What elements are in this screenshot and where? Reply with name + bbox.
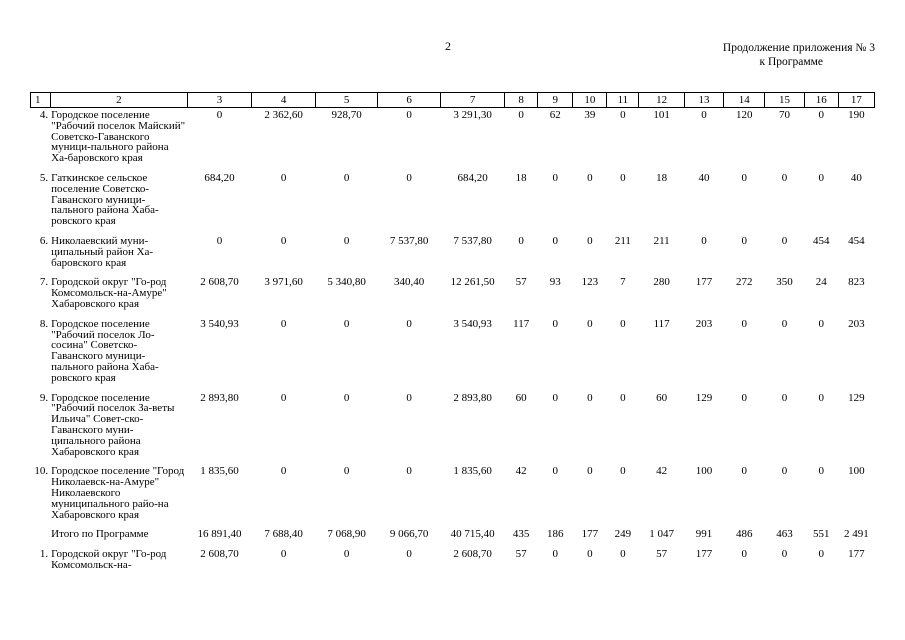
table-row [31,317,875,391]
value-cell: 0 [741,548,747,561]
row-index [31,527,51,547]
header-cell: 6 [378,93,441,108]
value-cell: 57 [515,276,527,289]
value-cell: 0 [280,171,287,184]
value-cell: 129 [848,391,865,404]
value-cell: 0 [620,109,626,121]
value-cell: 0 [518,109,524,121]
value-cell: 0 [587,317,593,330]
value-cell: 0 [343,465,350,478]
row-name: Гаткинское сельское поселение Советско-Гаванского муници-пального района Хаба-ровского края [51,171,159,228]
value-cell: 211 [653,234,670,247]
value-cell: 0 [343,317,350,330]
row-name: Городское поселение "Рабочий поселок За-веты Ильича" Совет-ско-Гаванского муни-ципального района Хабаровского края [51,391,175,458]
value-cell: 2 608,70 [200,276,239,289]
table-row [31,464,875,527]
value-cell: 0 [518,234,524,247]
value-cell: 0 [818,465,824,478]
value-cell: 463 [776,528,793,541]
row-index: 9. [39,391,49,404]
program-table [30,92,875,578]
value-cell: 9 066,70 [389,528,429,541]
value-cell: 1 047 [649,528,674,541]
value-cell: 0 [216,109,223,121]
value-cell: 177 [695,276,713,289]
row-index: 6. [39,234,49,247]
header-cell: 9 [538,93,573,108]
value-cell: 823 [848,276,865,289]
value-cell: 454 [812,234,830,247]
value-cell: 101 [653,109,670,121]
value-cell: 177 [695,548,713,561]
value-cell: 40 715,40 [450,528,495,541]
value-cell: 129 [695,391,713,404]
value-cell: 40 [850,171,862,184]
row-index: 4. [39,109,49,121]
value-cell: 100 [848,465,865,478]
row-name: Итого по Программе [51,528,149,541]
value-cell: 5 340,80 [327,276,366,289]
header-cell: 1 [31,93,51,108]
value-cell: 0 [406,109,412,121]
table-row [31,275,875,316]
value-cell: 0 [620,317,626,330]
value-cell: 0 [781,317,788,330]
value-cell: 280 [653,276,670,289]
value-cell: 0 [406,548,412,561]
value-cell: 123 [581,276,599,289]
header-cell: 5 [316,93,378,108]
value-cell: 24 [815,276,827,289]
value-cell: 0 [406,317,412,330]
row-index: 1. [39,548,49,561]
value-cell: 0 [552,465,558,478]
value-cell: 40 [698,171,710,184]
row-index: 5. [39,171,49,184]
value-cell: 1 835,60 [453,465,492,478]
header-cell: 12 [639,93,684,108]
value-cell: 2 893,80 [453,391,492,404]
value-cell: 0 [587,465,593,478]
value-cell: 551 [812,528,830,541]
value-cell: 340,40 [393,276,425,289]
value-cell: 0 [741,391,747,404]
caption-line-2: к Программе [759,56,823,68]
value-cell: 0 [587,391,593,404]
table-row [31,391,875,465]
value-cell: 100 [695,465,713,478]
value-cell: 190 [848,109,865,121]
value-cell: 177 [581,528,599,541]
value-cell: 7 537,80 [389,234,429,247]
value-cell: 18 [656,171,668,184]
value-cell: 0 [741,234,747,247]
row-name: Городское поселение "Город Николаевск-на-Амуре" Николаевского муниципального райо-на Хабаровского края [51,465,185,521]
value-cell: 1 835,60 [200,465,239,478]
appendix-caption [655,41,875,69]
value-cell: 42 [656,465,668,478]
value-cell: 0 [280,317,287,330]
value-cell: 435 [512,528,530,541]
value-cell: 0 [216,234,223,247]
value-cell: 0 [552,234,558,247]
header-cell: 13 [684,93,723,108]
value-cell: 0 [587,548,593,561]
header-cell: 16 [804,93,838,108]
value-cell: 0 [781,548,788,561]
value-cell: 7 [620,276,626,289]
value-cell: 0 [587,234,593,247]
value-cell: 57 [656,548,668,561]
value-cell: 0 [343,234,350,247]
value-cell: 0 [620,171,626,184]
value-cell: 0 [620,548,626,561]
header-cell: 14 [724,93,765,108]
value-cell: 7 537,80 [453,234,492,247]
header-cell: 10 [573,93,607,108]
value-cell: 2 608,70 [200,548,239,561]
value-cell: 70 [779,109,791,121]
value-cell: 186 [546,528,564,541]
value-cell: 272 [736,276,753,289]
value-cell: 0 [701,234,707,247]
page-number: 2 [445,39,451,53]
value-cell: 0 [406,465,412,478]
value-cell: 3 540,93 [200,317,239,330]
value-cell: 60 [656,391,668,404]
value-cell: 0 [741,465,747,478]
table-row [31,234,875,275]
caption-line-1: Продолжение приложения № 3 [722,42,875,54]
header-cell: 11 [607,93,639,108]
value-cell: 7 688,40 [264,528,303,541]
value-cell: 0 [406,171,412,184]
value-cell: 928,70 [331,109,362,121]
row-name: Николаевский муни-ципальный район Ха-баровского края [51,234,154,269]
header-cell: 8 [505,93,538,108]
header-cell: 3 [188,93,252,108]
value-cell: 16 891,40 [197,528,242,541]
header-cell: 2 [50,93,187,108]
value-cell: 7 068,90 [327,528,366,541]
value-cell: 0 [818,109,824,121]
value-cell: 117 [513,317,530,330]
value-cell: 0 [818,391,824,404]
value-cell: 2 491 [843,528,869,541]
value-cell: 0 [343,391,350,404]
table-row [31,547,875,578]
row-index: 8. [39,317,49,330]
value-cell: 42 [515,465,527,478]
value-cell: 62 [549,109,561,121]
table-header-row [31,93,875,108]
value-cell: 0 [741,171,747,184]
value-cell: 117 [653,317,670,330]
table-row [31,171,875,234]
value-cell: 684,20 [457,171,488,184]
value-cell: 39 [584,109,596,121]
row-name: Городское поселение "Рабочий поселок Майский" Советско-Гаванского муници-пального района Ха-баровского края [51,109,186,165]
value-cell: 18 [515,171,527,184]
table-row [31,527,875,547]
value-cell: 203 [695,317,713,330]
value-cell: 0 [552,548,558,561]
value-cell: 0 [343,548,350,561]
value-cell: 0 [781,171,788,184]
value-cell: 0 [741,317,747,330]
value-cell: 0 [552,317,558,330]
value-cell: 177 [848,548,865,561]
header-cell: 15 [765,93,804,108]
value-cell: 3 540,93 [453,317,492,330]
row-name: Городское поселение "Рабочий поселок Ло-сосина" Советско-Гаванского муници-пального района Хаба-ровского края [51,317,159,384]
table-row [31,108,875,171]
row-name: Городской округ "Го-род Комсомольск-на-Амуре" Хабаровского края [51,276,167,310]
value-cell: 0 [818,548,824,561]
value-cell: 0 [280,234,287,247]
value-cell: 0 [781,465,788,478]
value-cell: 0 [701,109,707,121]
value-cell: 0 [280,548,287,561]
value-cell: 0 [587,171,593,184]
row-name: Городской округ "Го-род Комсомольск-на- [51,548,167,571]
header-cell: 7 [441,93,505,108]
value-cell: 0 [552,171,558,184]
value-cell: 0 [552,391,558,404]
value-cell: 0 [620,465,626,478]
value-cell: 0 [406,391,412,404]
value-cell: 0 [781,234,788,247]
value-cell: 60 [515,391,527,404]
value-cell: 486 [736,528,753,541]
value-cell: 0 [343,171,350,184]
value-cell: 0 [781,391,788,404]
value-cell: 0 [280,391,287,404]
value-cell: 12 261,50 [450,276,495,289]
value-cell: 684,20 [204,171,235,184]
value-cell: 120 [736,109,753,121]
header-cell: 17 [838,93,874,108]
value-cell: 57 [515,548,527,561]
header-cell: 4 [252,93,316,108]
value-cell: 2 608,70 [453,548,492,561]
value-cell: 203 [848,317,865,330]
value-cell: 350 [776,276,793,289]
value-cell: 2 362,60 [264,109,303,121]
value-cell: 991 [695,528,713,541]
row-index: 10. [34,465,49,478]
value-cell: 211 [614,234,631,247]
value-cell: 3 971,60 [264,276,303,289]
value-cell: 0 [818,317,824,330]
value-cell: 2 893,80 [200,391,239,404]
value-cell: 0 [280,465,287,478]
value-cell: 0 [620,391,626,404]
row-index: 7. [39,276,49,289]
value-cell: 249 [614,528,632,541]
value-cell: 0 [818,171,824,184]
value-cell: 3 291,30 [453,109,492,121]
value-cell: 454 [848,234,865,247]
value-cell: 93 [549,276,561,289]
